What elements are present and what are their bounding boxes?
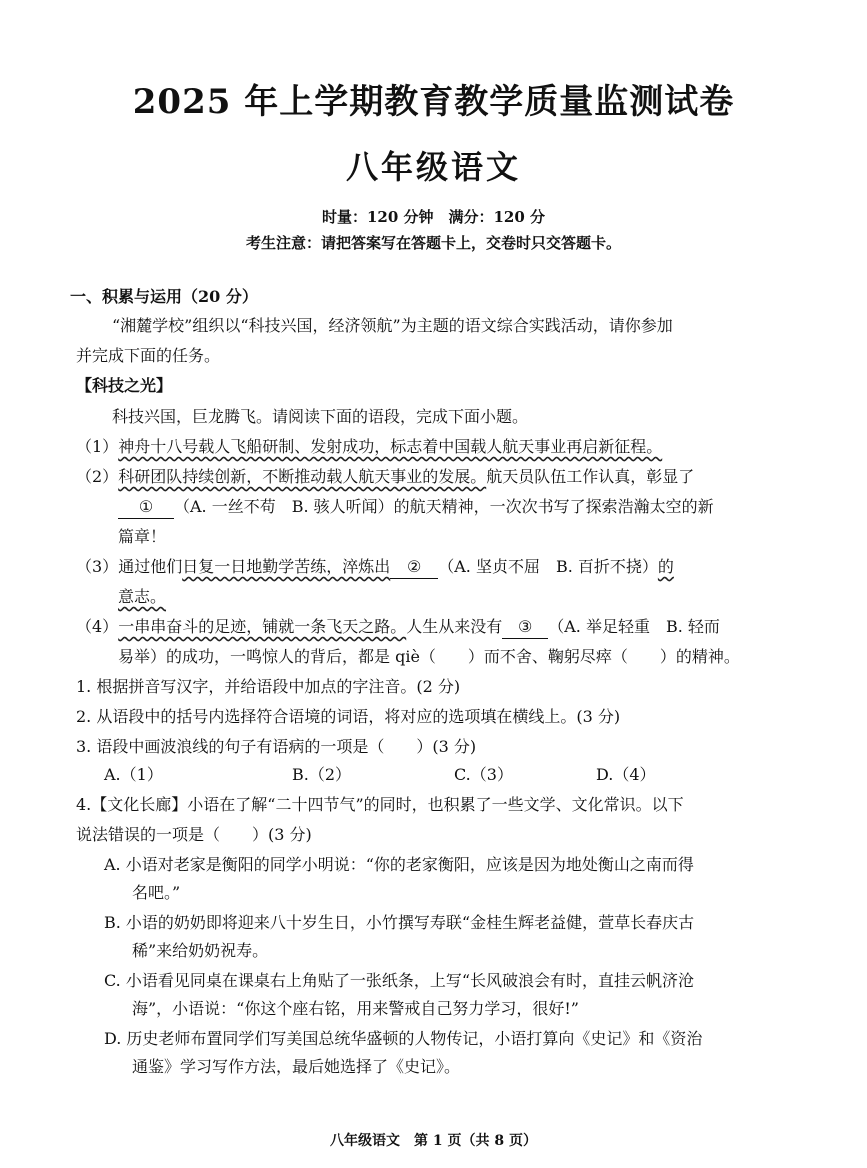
item-text: 人生从来没有 <box>406 617 503 636</box>
exam-time-score: 时量：120 分钟 满分：120 分 <box>321 208 546 226</box>
blank-1: ① <box>118 496 174 519</box>
item-text: 通过他们 <box>118 557 183 576</box>
passage-item-2-line3: 篇章！ <box>118 527 167 546</box>
question-4-option-b: B. 小语的奶奶即将迎来八十岁生日，小竹撰写寿联“金桂生辉老益健，萱草长春庆古 <box>104 913 695 932</box>
wavy-sentence-3-end: 的 <box>657 557 674 576</box>
question-1: 1. 根据拼音写汉字，并给语段中加点的字注音。(2 分) <box>76 677 461 696</box>
question-3-option-c: C.（3） <box>454 765 513 784</box>
question-2: 2. 从语段中的括号内选择符合语境的词语，将对应的选项填在横线上。(3 分) <box>76 707 621 726</box>
question-4-option-a: A. 小语对老家是衡阳的同学小明说：“你的老家衡阳，应该是因为地处衡山之南而得 <box>104 855 694 874</box>
question-4-option-c: C. 小语看见同桌在课桌右上角贴了一张纸条，上写“长风破浪会有时，直挂云帆济沧 <box>104 971 695 990</box>
passage-item-3 <box>76 556 674 579</box>
question-4: 4.【文化长廊】小语在了解“二十四节气”的同时，也积累了一些文学、文化常识。以下 <box>76 795 684 814</box>
item-number: （3） <box>76 557 119 576</box>
subsection-heading: 【科技之光】 <box>76 376 173 395</box>
passage-item-4-line2: 易举）的成功，一鸣惊人的背后，都是 qiè（ ）而不舍、鞠躬尽瘁（ ）的精神。 <box>118 647 740 666</box>
exam-subtitle: 八年级语文 <box>345 148 521 186</box>
blank-3: ③ <box>502 616 548 639</box>
wavy-sentence-3: 日复一日地勤学苦练，淬炼出 <box>182 557 391 576</box>
section-intro-line2: 并完成下面的任务。 <box>76 346 221 365</box>
section-heading: 一、积累与运用（20 分） <box>70 287 258 306</box>
question-4-option-a-cont: 名吧。” <box>132 883 181 902</box>
exam-notice: 考生注意：请把答案写在答题卡上，交卷时只交答题卡。 <box>245 234 621 252</box>
passage-lead: 科技兴国，巨龙腾飞。请阅读下面的语段，完成下面小题。 <box>112 407 529 426</box>
question-4-option-c-cont: 海”，小语说：“你这个座右铭，用来警戒自己努力学习，很好!” <box>132 999 579 1018</box>
question-4-line2: 说法错误的一项是（ ）(3 分) <box>76 825 312 844</box>
question-3-option-b: B.（2） <box>292 765 352 784</box>
question-3-option-d: D.（4） <box>596 765 656 784</box>
blank-2: ② <box>390 556 438 579</box>
passage-item-3-line2 <box>118 586 166 608</box>
passage-item-1 <box>76 436 662 458</box>
item-text: 航天员队伍工作认真，彰显了 <box>486 467 695 486</box>
page-footer: 八年级语文 第 1 页（共 8 页） <box>330 1133 537 1149</box>
question-4-option-b-cont: 稀”来给奶奶祝寿。 <box>132 941 269 960</box>
passage-item-2 <box>76 466 694 488</box>
wavy-sentence-3-cont: 意志。 <box>118 587 167 606</box>
item-text: （A. 一丝不苟 B. 骇人听闻）的航天精神，一次次书写了探索浩瀚太空的新 <box>174 497 714 516</box>
section-intro-line1: “湘麓学校”组织以“科技兴国，经济领航”为主题的语文综合实践活动，请你参加 <box>112 316 673 335</box>
wavy-sentence-4: 一串串奋斗的足迹，铺就一条飞天之路。 <box>118 617 407 636</box>
wavy-sentence-2: 科研团队持续创新，不断推动载人航天事业的发展。 <box>118 467 487 486</box>
passage-item-4 <box>76 616 720 639</box>
question-4-option-d: D. 历史老师布置同学们写美国总统华盛顿的人物传记，小语打算向《史记》和《资治 <box>104 1029 703 1048</box>
item-number: （2） <box>76 467 119 486</box>
question-3-option-a: A.（1） <box>104 765 163 784</box>
passage-item-2-line2 <box>118 496 714 519</box>
item-text: （A. 坚贞不屈 B. 百折不挠） <box>438 557 658 576</box>
question-4-option-d-cont: 通鉴》学习写作方法，最后她选择了《史记》。 <box>132 1057 461 1076</box>
exam-title: 2025 年上学期教育教学质量监测试卷 <box>132 82 735 122</box>
item-number: （4） <box>76 617 119 636</box>
question-3: 3. 语段中画波浪线的句子有语病的一项是（ ）(3 分) <box>76 737 477 756</box>
item-text: （A. 举足轻重 B. 轻而 <box>548 617 720 636</box>
wavy-sentence-1: 神舟十八号载人飞船研制、发射成功，标志着中国载人航天事业再启新征程。 <box>118 437 663 456</box>
item-number: （1） <box>76 437 119 456</box>
